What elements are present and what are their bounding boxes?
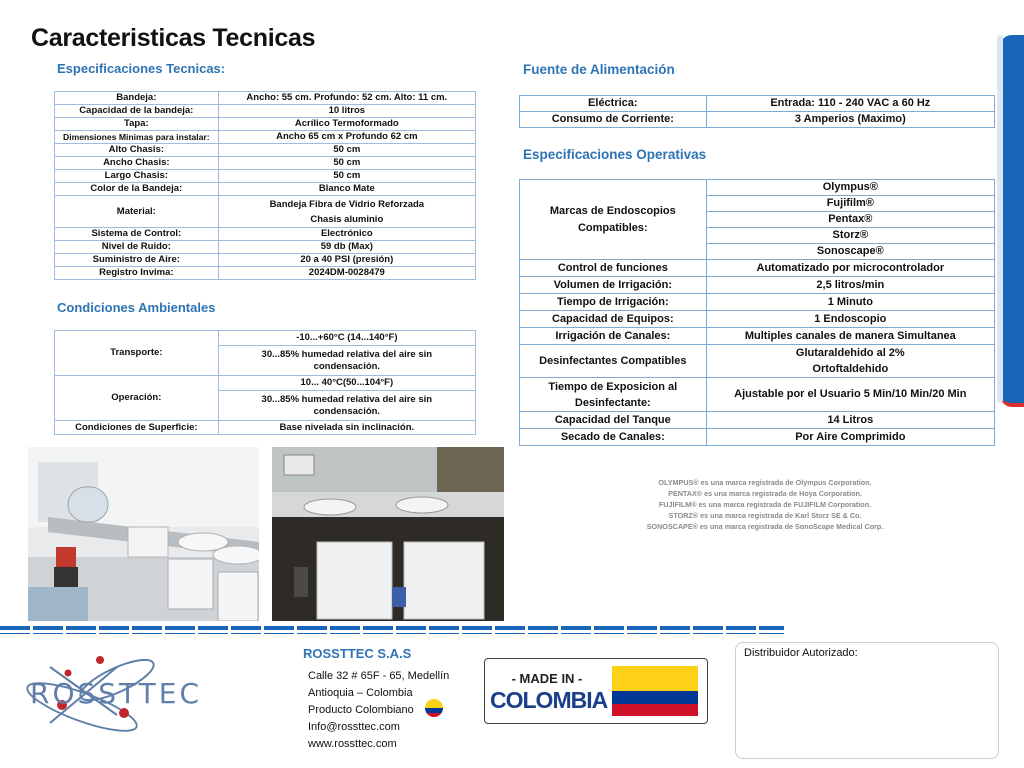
tech-spec-value: 59 db (Max) [218, 241, 475, 254]
power-title: Fuente de Alimentación [523, 62, 675, 77]
operative-value: 1 Endoscopio [706, 311, 994, 328]
operative-label: Volumen de Irrigación: [520, 277, 707, 294]
operative-label: Tiempo de Irrigación: [520, 294, 707, 311]
page-title: Caracteristicas Tecnicas [31, 24, 316, 52]
tech-spec-label: Suministro de Aire: [55, 254, 219, 267]
badge-colombia: COLOMBIA [490, 687, 608, 713]
tech-spec-label: Nivel de Ruido: [55, 241, 219, 254]
drying-value: Por Aire Comprimido [706, 429, 994, 446]
power-label: Consumo de Corriente: [520, 112, 707, 128]
tech-spec-label: Material: [55, 196, 219, 228]
power-value: Entrada: 110 - 240 VAC a 60 Hz [706, 96, 994, 112]
footer-divider [0, 626, 784, 630]
exposure-label: Tiempo de Exposicion al Desinfectante: [520, 378, 707, 412]
tech-spec-label: Tapa: [55, 118, 219, 131]
tech-specs-table [54, 91, 476, 280]
tech-spec-row [55, 254, 476, 267]
tech-spec-label: Alto Chasis: [55, 144, 219, 157]
colombia-flag [612, 666, 698, 716]
brand-pentax: Pentax® [706, 212, 994, 228]
operative-row [520, 277, 995, 294]
distributor-box [735, 642, 999, 759]
company-email[interactable]: Info@rossttec.com [308, 721, 400, 733]
operative-label: Control de funciones [520, 260, 707, 277]
tech-spec-label: Dimensiones Minimas para instalar: [55, 131, 219, 144]
tech-spec-value: Electrónico [218, 228, 475, 241]
tech-spec-row [55, 131, 476, 144]
tech-spec-row [55, 170, 476, 183]
tech-spec-label: Color de la Bandeja: [55, 183, 219, 196]
tech-spec-value: Acrílico Termoformado [218, 118, 475, 131]
operative-row [520, 328, 995, 345]
company-region: Antioquia – Colombia [308, 687, 413, 699]
tech-spec-label: Registro Invima: [55, 267, 219, 280]
power-row [520, 96, 995, 112]
power-table [519, 95, 995, 128]
transport-humidity: 30...85% humedad relativa del aire sin condensación. [218, 346, 475, 376]
tech-spec-row [55, 196, 476, 228]
transport-temp: -10...+60°C (14...140°F) [218, 331, 475, 346]
tech-spec-value: Bandeja Fibra de Vidrio Reforzada Chasis aluminio [218, 196, 475, 228]
operative-row [520, 311, 995, 328]
tech-spec-row [55, 267, 476, 280]
tech-spec-label: Capacidad de la bandeja: [55, 105, 219, 118]
footer-divider-thin [0, 633, 784, 634]
power-label: Eléctrica: [520, 96, 707, 112]
photo-installation-room [28, 447, 259, 621]
tech-spec-row [55, 183, 476, 196]
brand-fujifilm: Fujifilm® [706, 196, 994, 212]
transport-label: Transporte: [55, 331, 219, 376]
tech-spec-label: Bandeja: [55, 92, 219, 105]
operative-label: Irrigación de Canales: [520, 328, 707, 345]
tech-spec-row [55, 228, 476, 241]
logo-text: ROSSTTEC [30, 677, 202, 710]
brand-sonoscape: Sonoscape® [706, 244, 994, 260]
colombia-flag-icon [425, 699, 443, 717]
power-value: 3 Amperios (Maximo) [706, 112, 994, 128]
operative-row [520, 260, 995, 277]
tech-spec-value: 50 cm [218, 157, 475, 170]
surface-label: Condiciones de Superficie: [55, 421, 219, 435]
tech-spec-value: Ancho: 55 cm. Profundo: 52 cm. Alto: 11 cm. [218, 92, 475, 105]
tech-spec-value: 50 cm [218, 170, 475, 183]
tech-spec-value: Ancho 65 cm x Profundo 62 cm [218, 131, 475, 144]
tech-spec-row [55, 144, 476, 157]
company-name: ROSSTTEC S.A.S [303, 646, 412, 661]
badge-made-in: - MADE IN - [511, 671, 583, 686]
ambient-table [54, 330, 476, 435]
disinfectants-value: Glutaraldehido al 2% Ortoftaldehido [706, 345, 994, 378]
operative-title: Especificaciones Operativas [523, 147, 707, 162]
surface-value: Base nivelada sin inclinación. [218, 421, 475, 435]
operation-temp: 10... 40°C(50...104°F) [218, 376, 475, 391]
tech-spec-label: Sistema de Control: [55, 228, 219, 241]
distributor-label: Distribuidor Autorizado: [744, 647, 858, 659]
operative-table [519, 179, 995, 446]
trademark-footnotes: OLYMPUS® es una marca registrada de Olympus Corporation. PENTAX® es una marca registrada de Hoya Corporation. FUJIFILM® es una marca registrada de FUJIFILM Corporation. STORZ® es una marca registrada de Karl Storz SE & Co. SONOSCAPE® es una marca registrada de SonoScape Medical Corp. [646, 478, 884, 531]
tech-specs-title: Especificaciones Tecnicas: [57, 61, 226, 76]
company-address: Calle 32 # 65F - 65, Medellín [308, 670, 450, 682]
operative-value: Automatizado por microcontrolador [706, 260, 994, 277]
tech-spec-value: 20 a 40 PSI (presión) [218, 254, 475, 267]
tech-spec-value: Blanco Mate [218, 183, 475, 196]
tank-label: Capacidad del Tanque [520, 412, 707, 429]
tank-value: 14 Litros [706, 412, 994, 429]
made-in-colombia-badge [484, 658, 708, 724]
tech-spec-row [55, 241, 476, 254]
company-website[interactable]: www.rossttec.com [308, 738, 397, 750]
tech-spec-value: 2024DM-0028479 [218, 267, 475, 280]
tech-spec-label: Ancho Chasis: [55, 157, 219, 170]
tech-spec-row [55, 92, 476, 105]
rossttec-logo [22, 645, 280, 749]
tech-spec-value: 50 cm [218, 144, 475, 157]
operative-value: Multiples canales de manera Simultanea [706, 328, 994, 345]
photo-units-installed [272, 447, 504, 621]
operative-label: Capacidad de Equipos: [520, 311, 707, 328]
disinfectants-label: Desinfectantes Compatibles [520, 345, 707, 378]
operation-humidity: 30...85% humedad relativa del aire sin condensación. [218, 391, 475, 421]
tech-spec-row [55, 118, 476, 131]
drying-label: Secado de Canales: [520, 429, 707, 446]
tech-spec-row [55, 105, 476, 118]
tech-spec-value: 10 litros [218, 105, 475, 118]
tech-spec-label: Largo Chasis: [55, 170, 219, 183]
exposure-value: Ajustable por el Usuario 5 Min/10 Min/20 Min [706, 378, 994, 412]
operation-label: Operación: [55, 376, 219, 421]
operative-value: 2,5 litros/min [706, 277, 994, 294]
operative-row [520, 294, 995, 311]
brand-storz: Storz® [706, 228, 994, 244]
product-origin: Producto Colombiano [308, 704, 414, 716]
side-tab-decoration [1000, 35, 1024, 407]
operative-value: 1 Minuto [706, 294, 994, 311]
power-row [520, 112, 995, 128]
tech-spec-row [55, 157, 476, 170]
brand-olympus: Olympus® [706, 180, 994, 196]
ambient-title: Condiciones Ambientales [57, 300, 216, 315]
brands-label: Marcas de Endoscopios Compatibles: [520, 180, 707, 260]
